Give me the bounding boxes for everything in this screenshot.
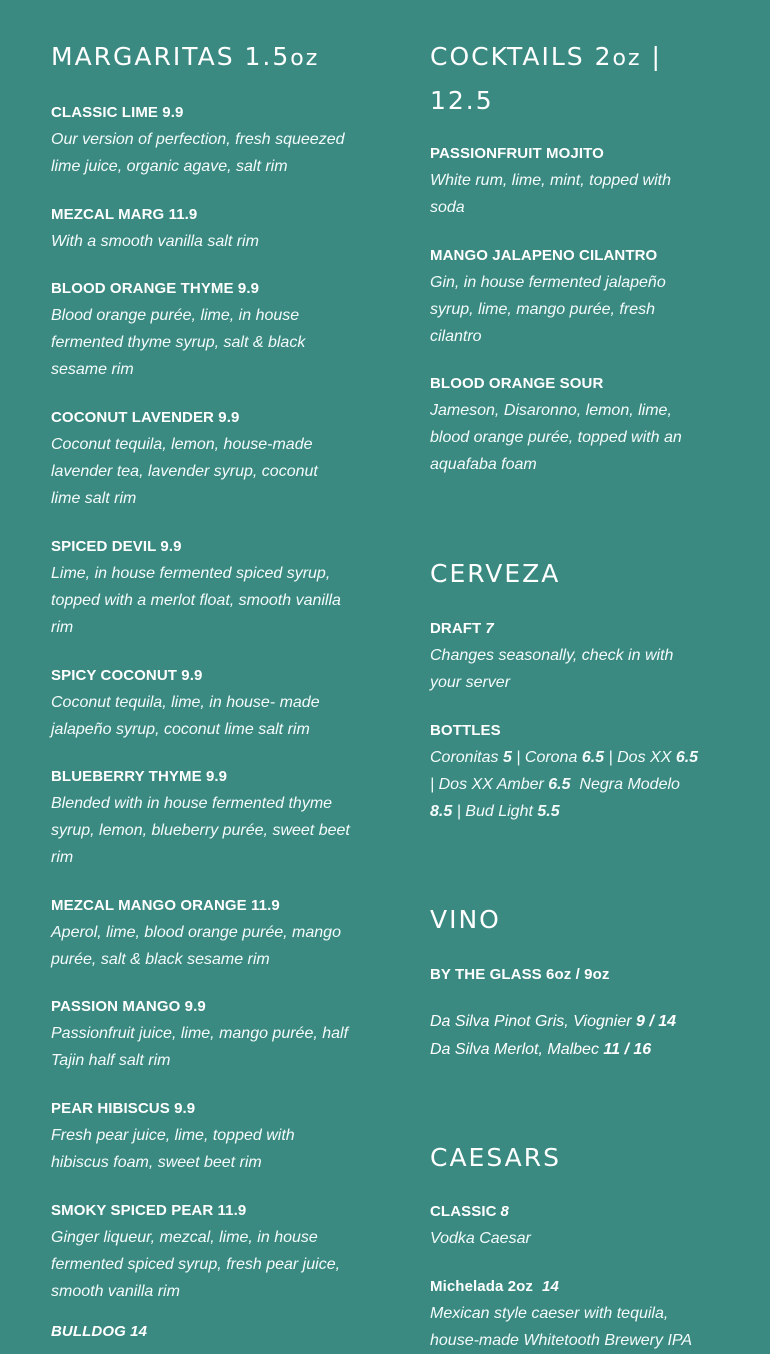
margaritas-title: MARGARITAS 1.5 <box>51 42 291 71</box>
item-description: Vodka Caesar <box>430 1230 531 1247</box>
cocktails-title: COCKTAILS 2 <box>430 42 613 71</box>
item-description: Changes seasonally, check in with your server <box>430 647 674 691</box>
cerveza-heading: CERVEZA <box>430 559 561 588</box>
item-name <box>430 1198 700 1225</box>
bottle-price: 5 <box>502 749 512 766</box>
item-description: Passionfruit juice, lime, mango purée, half Tajin half salt rim <box>51 1025 349 1069</box>
wine-label: Da Silva Pinot Gris, Viognier <box>430 1013 632 1030</box>
caesar-label: CLASSIC <box>430 1203 497 1220</box>
item-description: Coconut tequila, lemon, house-made lavender tea, lavender syrup, coconut lime salt rim <box>51 436 318 507</box>
item-name <box>430 615 700 642</box>
draft-price: 7 <box>485 620 494 637</box>
draft-label: DRAFT <box>430 620 482 637</box>
bottle-list <box>430 744 700 825</box>
margaritas-list <box>51 99 351 1345</box>
menu-item <box>430 242 700 370</box>
cocktails-list <box>430 140 700 478</box>
wine-price: 9 / 14 <box>636 1013 677 1030</box>
caesars-list <box>430 1198 700 1354</box>
menu-item <box>51 763 351 892</box>
menu-item <box>430 140 700 242</box>
menu-item <box>430 1198 700 1273</box>
item-name: SMOKY SPICED PEAR 11.9 <box>51 1202 247 1219</box>
menu-item <box>51 201 351 275</box>
item-name <box>430 1273 700 1300</box>
item-name: MEZCAL MARG 11.9 <box>51 206 198 223</box>
menu-item <box>51 993 351 1095</box>
bottle-label: Corona <box>524 749 578 766</box>
bottle-price: 6.5 <box>581 749 605 766</box>
item-description: Lime, in house fermented spiced syrup, topped with a merlot float, smooth vanilla rim <box>51 565 341 636</box>
item-name: MEZCAL MANGO ORANGE 11.9 <box>51 897 280 914</box>
menu-item <box>430 717 700 825</box>
bottle-label: Coronitas <box>430 749 499 766</box>
item-name: PASSIONFRUIT MOJITO <box>430 145 604 162</box>
item-description: Gin, in house fermented jalapeño syrup, lime, mango purée, fresh cilantro <box>430 274 666 345</box>
bottle-price: 6.5 <box>675 749 699 766</box>
menu-item <box>51 1197 351 1318</box>
menu-item <box>51 1095 351 1197</box>
separator: | <box>430 776 439 793</box>
menu-item <box>51 662 351 763</box>
item-description: Mexican style caeser with tequila, house-made Whitetooth Brewery IPA <box>430 1305 693 1349</box>
item-description: White rum, lime, mint, topped with soda <box>430 172 671 216</box>
item-description: Coconut tequila, lime, in house- made jalapeño syrup, coconut lime salt rim <box>51 694 320 738</box>
item-description: Aperol, lime, blood orange purée, mango purée, salt & black sesame rim <box>51 924 341 968</box>
cocktails-price: | 12.5 <box>430 42 662 115</box>
margaritas-heading <box>51 36 319 80</box>
cerveza-list <box>430 615 700 825</box>
cocktails-unit: oz <box>612 46 642 71</box>
item-name: BLOOD ORANGE SOUR <box>430 375 604 392</box>
item-name: BULLDOG 14 <box>51 1323 148 1340</box>
bottle-price: 5.5 <box>537 803 560 820</box>
bottle-label: Dos XX <box>617 749 672 766</box>
item-name: MANGO JALAPENO CILANTRO <box>430 247 658 264</box>
menu-item <box>51 404 351 533</box>
margaritas-unit: oz <box>290 46 320 71</box>
item-description: Blood orange purée, lime, in house fermented thyme syrup, salt & black sesame rim <box>51 307 306 378</box>
bottle-price: 6.5 <box>548 776 571 793</box>
item-description: Our version of perfection, fresh squeezed lime juice, organic agave, salt rim <box>51 131 345 175</box>
separator: | <box>604 749 618 766</box>
item-name: PASSION MANGO 9.9 <box>51 998 206 1015</box>
item-description: Blended with in house fermented thyme syrup, lemon, blueberry purée, sweet beet rim <box>51 795 350 866</box>
item-name: COCONUT LAVENDER 9.9 <box>51 409 240 426</box>
item-description: Ginger liqueur, mezcal, lime, in house fermented spiced syrup, fresh pear juice, smooth vanilla rim <box>51 1229 341 1300</box>
item-name: CLASSIC LIME 9.9 <box>51 104 184 121</box>
bottle-label: Negra Modelo <box>579 776 680 793</box>
vino-subtitle: BY THE GLASS 6oz / 9oz <box>430 966 610 983</box>
item-name: BLUEBERRY THYME 9.9 <box>51 768 228 785</box>
menu-item <box>51 1318 351 1345</box>
item-description: Fresh pear juice, lime, topped with hibiscus foam, sweet beet rim <box>51 1127 295 1171</box>
menu-item <box>51 892 351 993</box>
menu-item <box>430 615 700 717</box>
item-name: SPICY COCONUT 9.9 <box>51 667 203 684</box>
wine-price: 11 / 16 <box>603 1041 652 1058</box>
vino-list <box>430 961 700 1064</box>
item-description: With a smooth vanilla salt rim <box>51 233 259 250</box>
menu-item <box>430 370 700 478</box>
item-name: PEAR HIBISCUS 9.9 <box>51 1100 196 1117</box>
wine-label: Da Silva Merlot, Malbec <box>430 1041 599 1058</box>
caesar-label: Michelada 2oz <box>430 1278 533 1295</box>
bottle-label: Dos XX Amber <box>438 776 544 793</box>
bottle-label: Bud Light <box>465 803 533 820</box>
wine-item <box>430 1008 700 1036</box>
item-name: BLOOD ORANGE THYME 9.9 <box>51 280 260 297</box>
caesar-price: 8 <box>500 1203 509 1220</box>
separator: | <box>511 749 525 766</box>
wine-item <box>430 1036 700 1064</box>
vino-heading: VINO <box>430 905 501 934</box>
menu-item <box>51 533 351 662</box>
menu-item <box>430 1273 700 1354</box>
cocktails-heading <box>430 36 690 122</box>
menu-item <box>51 99 351 201</box>
item-description: Jameson, Disaronno, lemon, lime, blood orange purée, topped with an aquafaba foam <box>430 402 682 473</box>
caesars-heading: CAESARS <box>430 1143 562 1172</box>
item-name: BOTTLES <box>430 722 501 739</box>
caesar-price: 14 <box>542 1278 559 1295</box>
bottle-price: 8.5 <box>430 803 453 820</box>
menu-item <box>51 275 351 404</box>
separator: | <box>452 803 466 820</box>
item-name: SPICED DEVIL 9.9 <box>51 538 182 555</box>
